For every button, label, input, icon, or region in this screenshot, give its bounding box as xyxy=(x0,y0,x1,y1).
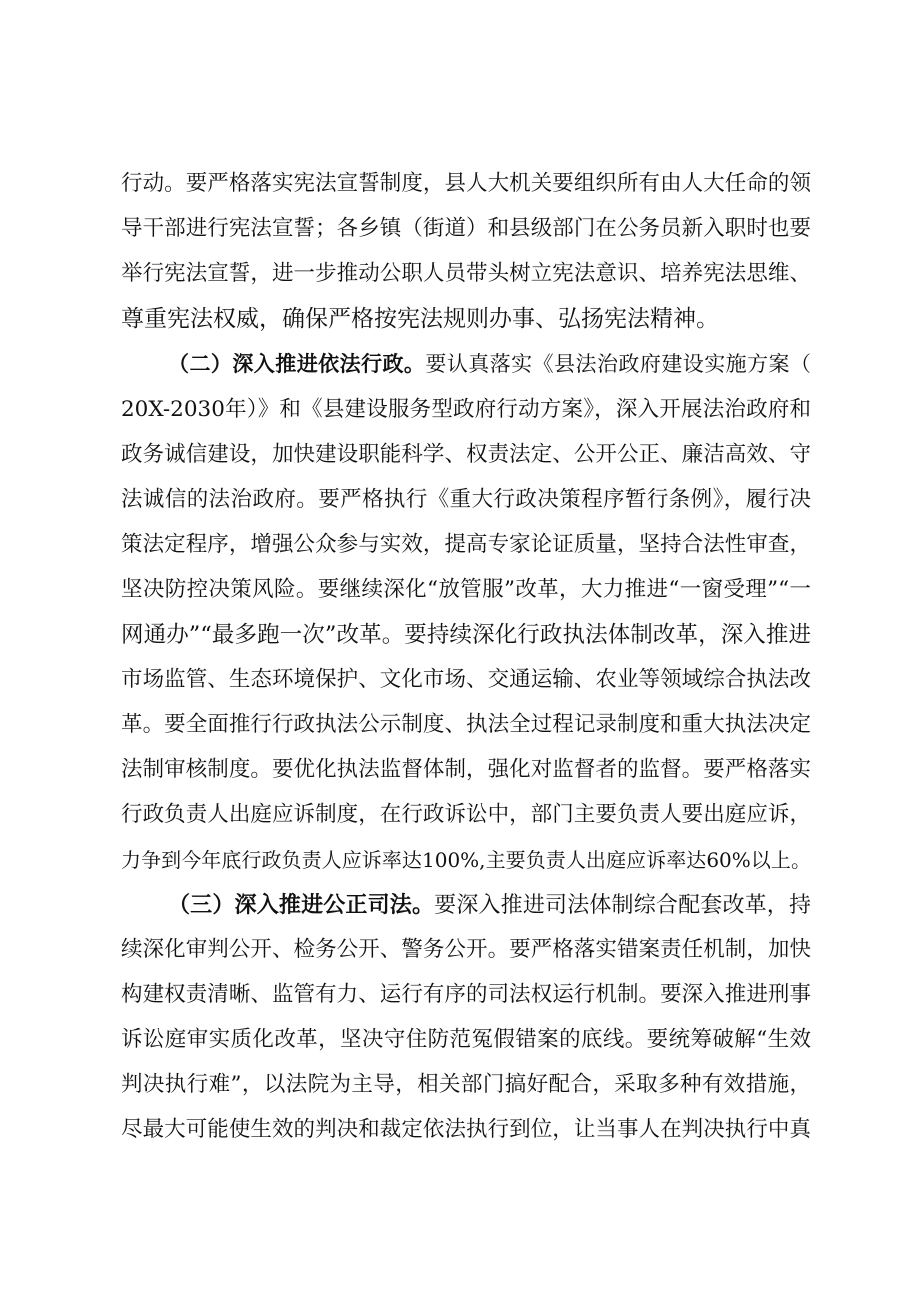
paragraph-first-line xyxy=(168,346,811,382)
text-line: 法制审核制度。要优化执法监督体制，强化对监督者的监督。要严格落实 xyxy=(121,757,811,782)
text-line: 网通办”“最多跑一次”改革。要持续深化行政执法体制改革，深入推进 xyxy=(121,622,811,648)
text-line: 举行宪法宣誓，进一步推动公职人员带头树立宪法意识、培养宪法思维、 xyxy=(121,261,811,286)
text-line: 20X-2030年）》和《县建设服务型政府行动方案》，深入开展法治政府和 xyxy=(121,397,811,422)
text-line: 导干部进行宪法宣誓；各乡镇（街道）和县级部门在公务员新入职时也要 xyxy=(121,216,811,241)
text-run: 要深入推进司法体制综合配套改革，持 xyxy=(434,893,811,918)
text-line: 诉讼庭审实质化改革，坚决守住防范冤假错案的底线。要统筹破解“生效 xyxy=(121,1027,811,1052)
text-line: 续深化审判公开、检务公开、警务公开。要严格落实错案责任机制，加快 xyxy=(121,937,811,962)
text-line: 力争到今年底行政负责人应诉率达100%,主要负责人出庭应诉率达60%以上。 xyxy=(121,848,811,872)
section-heading: （三）深入推进公正司法。 xyxy=(168,892,435,918)
text-line: 构建权责清晰、监管有力、运行有序的司法权运行机制。要深入推进刑事 xyxy=(121,982,811,1007)
paragraph-first-line xyxy=(168,887,811,923)
text-line: 市场监管、生态环境保护、文化市场、交通运输、农业等领域综合执法改 xyxy=(121,667,811,692)
text-line: 尊重宪法权威，确保严格按宪法规则办事、弘扬宪法精神。 xyxy=(121,306,719,332)
text-line: 革。要全面推行行政执法公示制度、执法全过程记录制度和重大执法决定 xyxy=(121,712,811,737)
section-heading: （二）深入推进依法行政。 xyxy=(168,351,426,376)
text-line: 尽最大可能使生效的判决和裁定依法执行到位，让当事人在判决执行中真 xyxy=(121,1117,811,1142)
text-line: 坚决防控决策风险。要继续深化“放管服”改革，大力推进“一窗受理”“一 xyxy=(121,577,811,602)
text-line: 策法定程序，增强公众参与实效，提高专家论证质量，坚持合法性审查， xyxy=(121,532,811,557)
text-line: 法诚信的法治政府。要严格执行《重大行政决策程序暂行条例》，履行决 xyxy=(121,487,811,512)
text-run: 要认真落实《县法治政府建设实施方案（ xyxy=(425,352,812,376)
text-line: 行政负责人出庭应诉制度，在行政诉讼中，部门主要负责人要出庭应诉， xyxy=(121,802,811,827)
text-line: 判决执行难”，以法院为主导，相关部门搞好配合，采取多种有效措施， xyxy=(121,1072,811,1097)
text-line: 政务诚信建设，加快建设职能科学、权责法定、公开公正、廉洁高效、守 xyxy=(121,442,811,467)
text-line: 行动。要严格落实宪法宣誓制度，县人大机关要组织所有由人大任命的领 xyxy=(121,171,811,196)
